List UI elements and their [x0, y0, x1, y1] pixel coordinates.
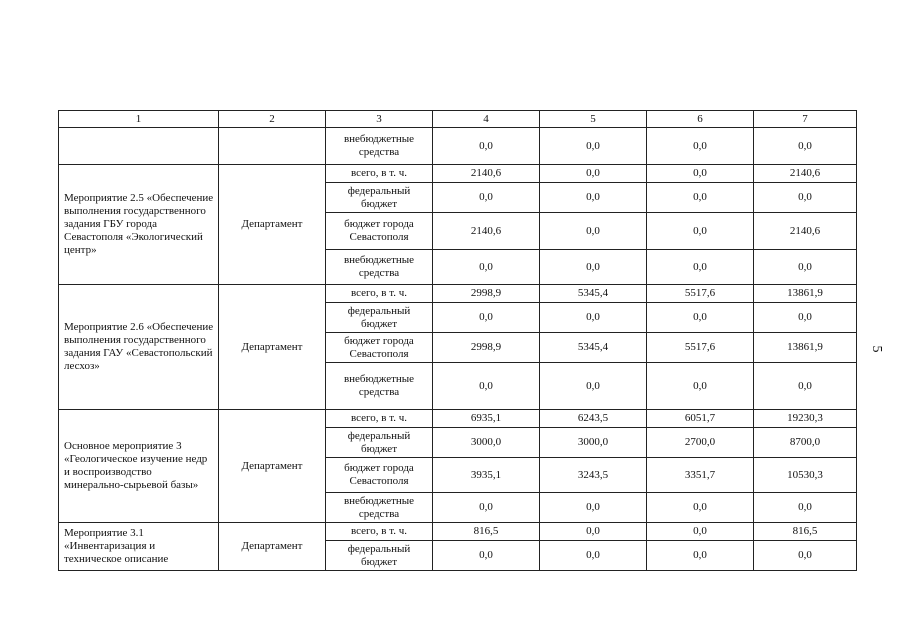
- funding-source-cell: всего, в т. ч.: [326, 410, 433, 428]
- value-cell: 5517,6: [647, 285, 754, 303]
- value-cell: 0,0: [433, 541, 540, 571]
- funding-source-cell: федеральный бюджет: [326, 541, 433, 571]
- funding-source-cell: внебюджетные средства: [326, 363, 433, 410]
- value-cell: 0,0: [540, 541, 647, 571]
- table-row: [59, 285, 857, 303]
- executor-cell: Департамент: [219, 410, 326, 523]
- measure-name-cell: Мероприятие 2.5 «Обеспечение выполнения государственного задания ГБУ города Севастополя «Экологический центр»: [59, 165, 219, 285]
- executor-cell: Департамент: [219, 165, 326, 285]
- table-row: [59, 165, 857, 183]
- funding-source-cell: бюджет города Севастополя: [326, 333, 433, 363]
- value-cell: 3000,0: [540, 428, 647, 458]
- value-cell: 0,0: [540, 183, 647, 213]
- value-cell: 13861,9: [754, 285, 857, 303]
- executor-cell: Департамент: [219, 523, 326, 571]
- table-row: [59, 128, 857, 165]
- value-cell: 0,0: [647, 303, 754, 333]
- value-cell: 3000,0: [433, 428, 540, 458]
- value-cell: 0,0: [540, 363, 647, 410]
- value-cell: 0,0: [754, 363, 857, 410]
- header-cell: 6: [647, 111, 754, 128]
- value-cell: 3351,7: [647, 458, 754, 493]
- value-cell: 0,0: [754, 250, 857, 285]
- value-cell: 5517,6: [647, 333, 754, 363]
- value-cell: 0,0: [754, 303, 857, 333]
- value-cell: 0,0: [754, 493, 857, 523]
- header-row: [59, 111, 857, 128]
- value-cell: 0,0: [540, 303, 647, 333]
- funding-source-cell: федеральный бюджет: [326, 428, 433, 458]
- page-number: 5: [869, 345, 884, 353]
- value-cell: 2998,9: [433, 333, 540, 363]
- value-cell: 0,0: [647, 128, 754, 165]
- header-cell: 4: [433, 111, 540, 128]
- measure-name-cell: [59, 128, 219, 165]
- funding-source-cell: внебюджетные средства: [326, 128, 433, 165]
- funding-source-cell: федеральный бюджет: [326, 183, 433, 213]
- header-cell: 3: [326, 111, 433, 128]
- executor-cell: [219, 128, 326, 165]
- funding-source-cell: бюджет города Севастополя: [326, 213, 433, 250]
- value-cell: 0,0: [647, 213, 754, 250]
- value-cell: 0,0: [433, 303, 540, 333]
- value-cell: 0,0: [647, 493, 754, 523]
- value-cell: 0,0: [433, 128, 540, 165]
- value-cell: 0,0: [754, 541, 857, 571]
- value-cell: 0,0: [540, 523, 647, 541]
- table-row: [59, 410, 857, 428]
- value-cell: 5345,4: [540, 285, 647, 303]
- funding-source-cell: внебюджетные средства: [326, 493, 433, 523]
- value-cell: 6051,7: [647, 410, 754, 428]
- value-cell: 0,0: [540, 128, 647, 165]
- funding-source-cell: внебюджетные средства: [326, 250, 433, 285]
- value-cell: 816,5: [433, 523, 540, 541]
- value-cell: 0,0: [647, 183, 754, 213]
- measure-name-cell: Мероприятие 2.6 «Обеспечение выполнения государственного задания ГАУ «Севастопольский лесхоз»: [59, 285, 219, 410]
- funding-source-cell: всего, в т. ч.: [326, 523, 433, 541]
- value-cell: 2140,6: [433, 165, 540, 183]
- value-cell: 0,0: [647, 165, 754, 183]
- value-cell: 0,0: [540, 165, 647, 183]
- header-cell: 2: [219, 111, 326, 128]
- header-cell: 7: [754, 111, 857, 128]
- funding-source-cell: всего, в т. ч.: [326, 285, 433, 303]
- value-cell: 2140,6: [433, 213, 540, 250]
- executor-cell: Департамент: [219, 285, 326, 410]
- measure-name-cell: Мероприятие 3.1 «Инвентаризация и техническое описание: [59, 523, 219, 571]
- value-cell: 0,0: [433, 250, 540, 285]
- table-row: [59, 523, 857, 541]
- header-cell: 5: [540, 111, 647, 128]
- value-cell: 6243,5: [540, 410, 647, 428]
- header-cell: 1: [59, 111, 219, 128]
- value-cell: 3935,1: [433, 458, 540, 493]
- value-cell: 0,0: [754, 128, 857, 165]
- value-cell: 0,0: [647, 250, 754, 285]
- budget-table: [58, 110, 857, 571]
- value-cell: 0,0: [433, 493, 540, 523]
- measure-name-cell: Основное мероприятие 3 «Геологическое изучение недр и воспроизводство минерально-сырьевой базы»: [59, 410, 219, 523]
- funding-source-cell: бюджет города Севастополя: [326, 458, 433, 493]
- value-cell: 3243,5: [540, 458, 647, 493]
- value-cell: 0,0: [433, 183, 540, 213]
- funding-source-cell: всего, в т. ч.: [326, 165, 433, 183]
- value-cell: 2700,0: [647, 428, 754, 458]
- value-cell: 8700,0: [754, 428, 857, 458]
- value-cell: 19230,3: [754, 410, 857, 428]
- value-cell: 6935,1: [433, 410, 540, 428]
- value-cell: 0,0: [647, 523, 754, 541]
- value-cell: 13861,9: [754, 333, 857, 363]
- value-cell: 0,0: [540, 213, 647, 250]
- value-cell: 0,0: [754, 183, 857, 213]
- value-cell: 0,0: [540, 493, 647, 523]
- value-cell: 10530,3: [754, 458, 857, 493]
- value-cell: 0,0: [540, 250, 647, 285]
- value-cell: 816,5: [754, 523, 857, 541]
- value-cell: 2998,9: [433, 285, 540, 303]
- value-cell: 2140,6: [754, 165, 857, 183]
- value-cell: 2140,6: [754, 213, 857, 250]
- value-cell: 0,0: [647, 541, 754, 571]
- funding-source-cell: федеральный бюджет: [326, 303, 433, 333]
- value-cell: 0,0: [433, 363, 540, 410]
- value-cell: 0,0: [647, 363, 754, 410]
- value-cell: 5345,4: [540, 333, 647, 363]
